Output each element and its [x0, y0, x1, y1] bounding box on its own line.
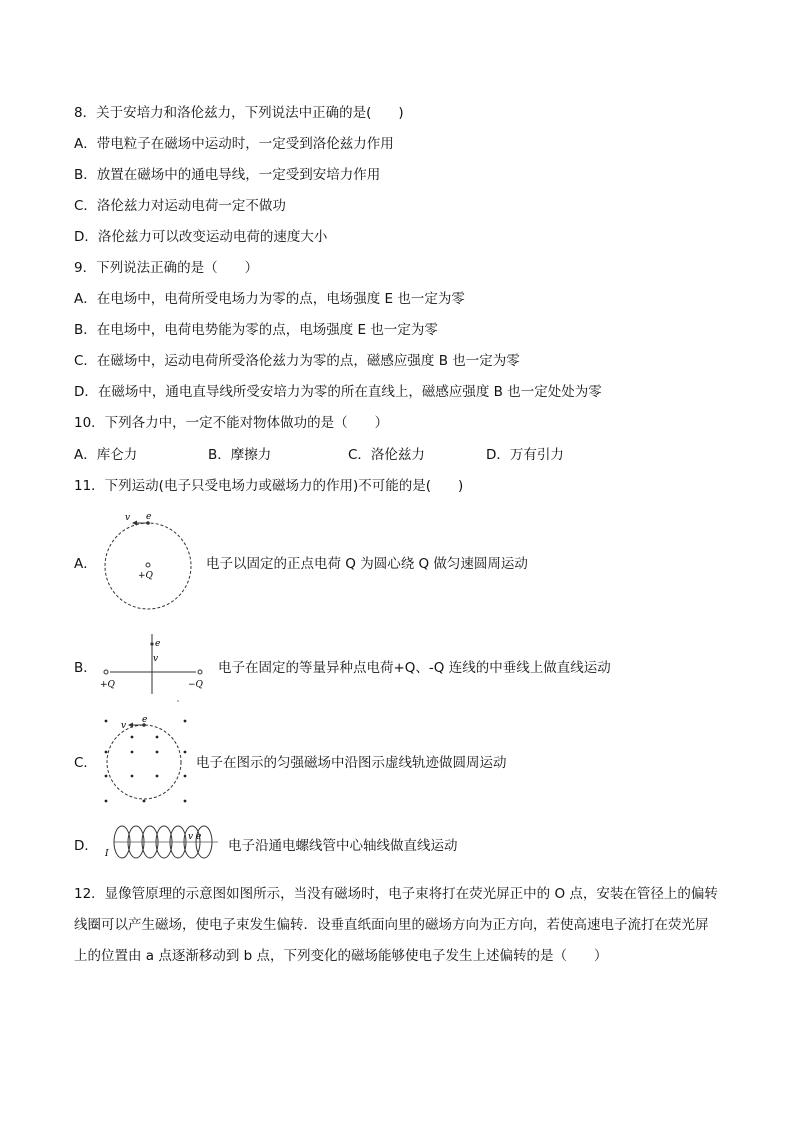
q9-option-c: C．在磁场中，运动电荷所受洛伦兹力为零的点，磁感应强度 B 也一定为零 [74, 353, 520, 369]
q11-option-b-letter: B． [74, 660, 97, 676]
q9-option-b: B．在电场中，电荷电势能为零的点，电场强度 E 也一定为零 [74, 322, 438, 338]
positive-charge [104, 670, 108, 674]
label-v: v [188, 832, 194, 842]
q8-option-a: A．带电粒子在磁场中运动时，一定受到洛伦兹力作用 [74, 136, 394, 152]
label-current: I [105, 849, 109, 859]
q8-option-d: D．洛伦兹力可以改变运动电荷的速度大小 [74, 229, 328, 245]
q11-option-b-caption: 电子在固定的等量异种点电荷+Q、-Q 连线的中垂线上做直线运动 [218, 660, 611, 676]
q11-option-c-letter: C． [74, 755, 97, 771]
magnetic-field-dots [105, 720, 187, 803]
q10-option-c: C．洛伦兹力 [348, 447, 425, 463]
q11-stem: 11．下列运动(电子只受电场力或磁场力的作用)不可能的是( ) [74, 478, 464, 494]
label-plus-q: +Q [100, 680, 115, 690]
q11-option-a-letter: A． [74, 556, 97, 572]
label-v: v [125, 513, 131, 523]
label-plus-q: +Q [138, 571, 153, 581]
electron-dot [150, 642, 153, 645]
q10-option-b: B．摩擦力 [208, 447, 272, 463]
label-e: e [196, 832, 202, 842]
q11-option-c-caption: 电子在图示的匀强磁场中沿图示虚线轨迹做圆周运动 [196, 755, 507, 771]
label-e: e [146, 512, 152, 522]
q11-figure-d [100, 820, 224, 866]
q11-figure-a [96, 508, 200, 612]
q8-option-c: C．洛伦兹力对运动电荷一定不做功 [74, 198, 286, 214]
label-minus-q: −Q [188, 680, 203, 690]
arrow-head [128, 723, 133, 728]
q10-option-d: D．万有引力 [486, 447, 564, 463]
q11-option-d-caption: 电子沿通电螺线管中心轴线做直线运动 [228, 838, 458, 854]
dashed-orbit [105, 523, 191, 609]
q11-figure-b [96, 632, 216, 704]
charge-dot [146, 563, 150, 567]
q8-option-b: B．放置在磁场中的通电导线，一定受到安培力作用 [74, 167, 381, 183]
q9-stem: 9．下列说法正确的是（ ） [74, 260, 259, 276]
q9-option-d: D．在磁场中，通电直导线所受安培力为零的所在直线上，磁感应强度 B 也一定处处为零 [74, 384, 602, 400]
q11-option-d-letter: D． [74, 838, 98, 854]
q12-text: 12．显像管原理的示意图如图所示，当没有磁场时，电子束将打在荧光屏正中的 O 点，安装在管径上的偏转线圈可以产生磁场，使电子束发生偏转．设垂直纸面向里的磁场方向为正方向，若使高速电子流打在荧光屏上的位置由 a 点逐渐移动到 b 点，下列变化的磁场能够使电子发生上述偏转的是（ ） [74, 886, 718, 964]
arrow-head [132, 521, 137, 526]
q11-option-a-caption: 电子以固定的正点电荷 Q 为圆心绕 Q 做匀速圆周运动 [206, 556, 528, 572]
label-v: v [121, 721, 127, 731]
q10-stem: 10．下列各力中，一定不能对物体做功的是（ ） [74, 415, 389, 431]
dashed-orbit [107, 725, 181, 799]
q11-figure-c [96, 712, 196, 808]
q9-option-a: A．在电场中，电荷所受电场力为零的点，电场强度 E 也一定为零 [74, 291, 465, 307]
label-e: e [142, 715, 148, 725]
label-v: v [153, 654, 159, 664]
negative-charge [198, 670, 202, 674]
q8-stem: 8．关于安培力和洛伦兹力，下列说法中正确的是( ) [74, 105, 404, 121]
label-e: e [155, 639, 161, 649]
q10-option-a: A．库仑力 [74, 447, 138, 463]
